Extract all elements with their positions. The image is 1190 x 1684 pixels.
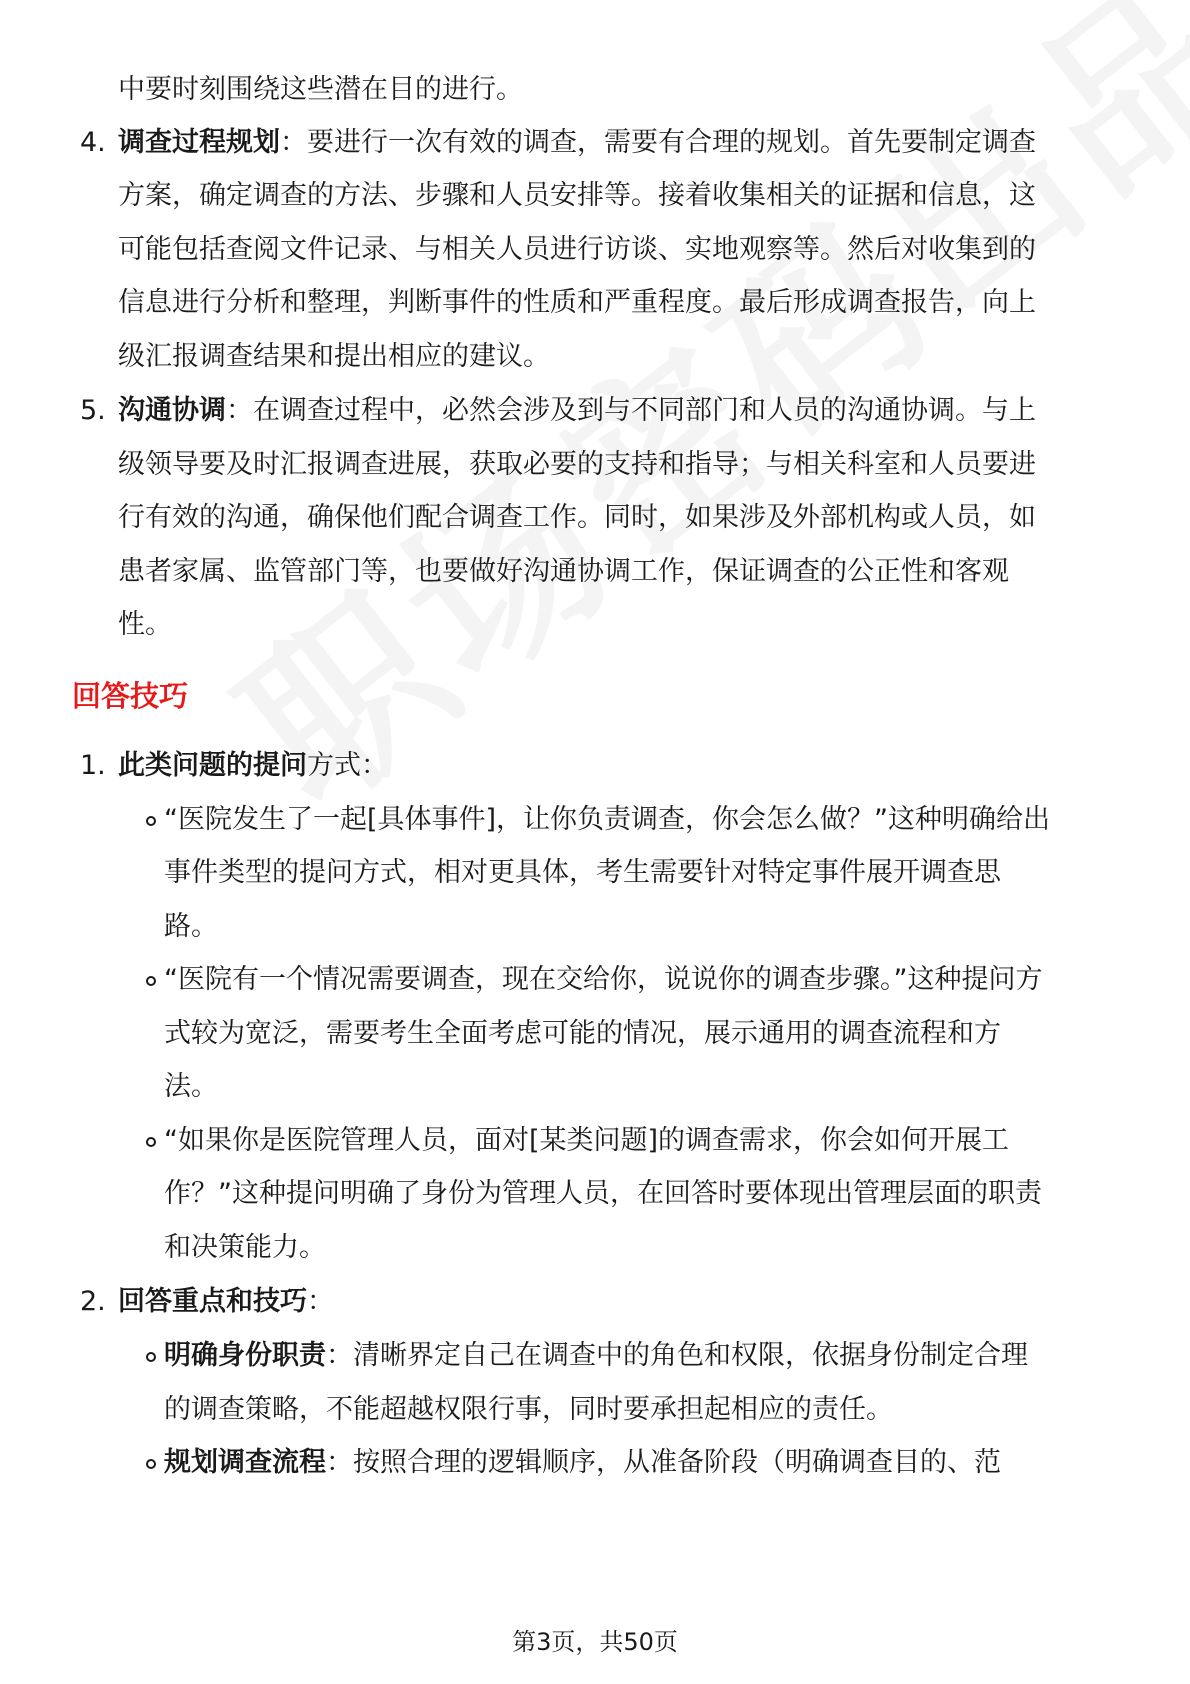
bullet-title: 明确身份职责: [164, 1340, 326, 1371]
bullet-icon: [146, 816, 156, 826]
list-item-text: ：在调查过程中，必然会涉及到与不同部门和人员的沟通协调。与上: [226, 395, 1036, 426]
bullet-line: 式较为宽泛，需要考生全面考虑可能的情况，展示通用的调查流程和方: [164, 1018, 1001, 1049]
bullet-line: “医院有一个情况需要调查，现在交给你，说说你的调查步骤。”这种提问方: [164, 964, 1043, 995]
list-item-line: 患者家属、监管部门等，也要做好沟通协调工作，保证调查的公正性和客观: [118, 556, 1009, 587]
list-item-line: 级汇报调查结果和提出相应的建议。: [118, 341, 550, 372]
bullet-line: 法。: [164, 1071, 218, 1102]
list-number: 1.: [80, 750, 106, 781]
list-number: 2.: [80, 1286, 106, 1317]
bullet-title: 规划调查流程: [164, 1447, 326, 1478]
bullet-line: 的调查策略，不能超越权限行事，同时要承担起相应的责任。: [164, 1394, 893, 1425]
bullet-line: “医院发生了一起[具体事件]，让你负责调查，你会怎么做？”这种明确给出: [164, 804, 1051, 835]
list-item-title: 沟通协调: [118, 395, 226, 426]
page-number: 第3页，共50页: [512, 1628, 678, 1656]
bullet-icon: [146, 1137, 156, 1147]
list-number: 4.: [80, 127, 106, 158]
bullet-line: 和决策能力。: [164, 1232, 326, 1263]
bullet-line: 作？”这种提问明确了身份为管理人员，在回答时要体现出管理层面的职责: [164, 1178, 1042, 1209]
section-title: 回答技巧: [72, 679, 189, 713]
bullet-line: 事件类型的提问方式，相对更具体，考生需要针对特定事件展开调查思: [164, 857, 1001, 888]
list-item-line: 可能包括查阅文件记录、与相关人员进行访谈、实地观察等。然后对收集到的: [118, 234, 1036, 265]
bullet-icon: [146, 1352, 156, 1362]
bullet-icon: [146, 976, 156, 986]
list-item-line: 性。: [118, 609, 172, 640]
list-item-text: 方式：: [307, 750, 388, 781]
bullet-line: 路。: [164, 911, 218, 942]
list-item-title: 调查过程规划: [118, 127, 280, 158]
text-line: 中要时刻围绕这些潜在目的进行。: [118, 74, 523, 105]
bullet-text: ：清晰界定自己在调查中的角色和权限，依据身份制定合理: [326, 1340, 1028, 1371]
list-item-line: 行有效的沟通，确保他们配合调查工作。同时，如果涉及外部机构或人员，如: [118, 502, 1036, 533]
list-item-line: [118, 1282, 334, 1322]
bullet-line: [164, 1336, 1028, 1376]
list-item-text: ：要进行一次有效的调查，需要有合理的规划。首先要制定调查: [280, 127, 1036, 158]
list-item-line: 信息进行分析和整理，判断事件的性质和严重程度。最后形成调查报告，向上: [118, 287, 1036, 318]
list-item-line: 级领导要及时汇报调查进展，获取必要的支持和指导；与相关科室和人员要进: [118, 449, 1036, 480]
bullet-line: [164, 1443, 1001, 1483]
bullet-line: “如果你是医院管理人员，面对[某类问题]的调查需求，你会如何开展工: [164, 1125, 1010, 1156]
list-item-line: [118, 746, 388, 786]
list-number: 5.: [80, 395, 106, 426]
list-item-title: 回答重点和技巧: [118, 1286, 307, 1317]
list-item-line: [118, 123, 1036, 163]
list-item-text: ：: [307, 1286, 334, 1317]
bullet-text: ：按照合理的逻辑顺序，从准备阶段（明确调查目的、范: [326, 1447, 1001, 1478]
list-item-title: 此类问题的提问: [118, 750, 307, 781]
list-item-line: 方案，确定调查的方法、步骤和人员安排等。接着收集相关的证据和信息，这: [118, 180, 1036, 211]
bullet-icon: [146, 1459, 156, 1469]
list-item-line: [118, 391, 1036, 431]
